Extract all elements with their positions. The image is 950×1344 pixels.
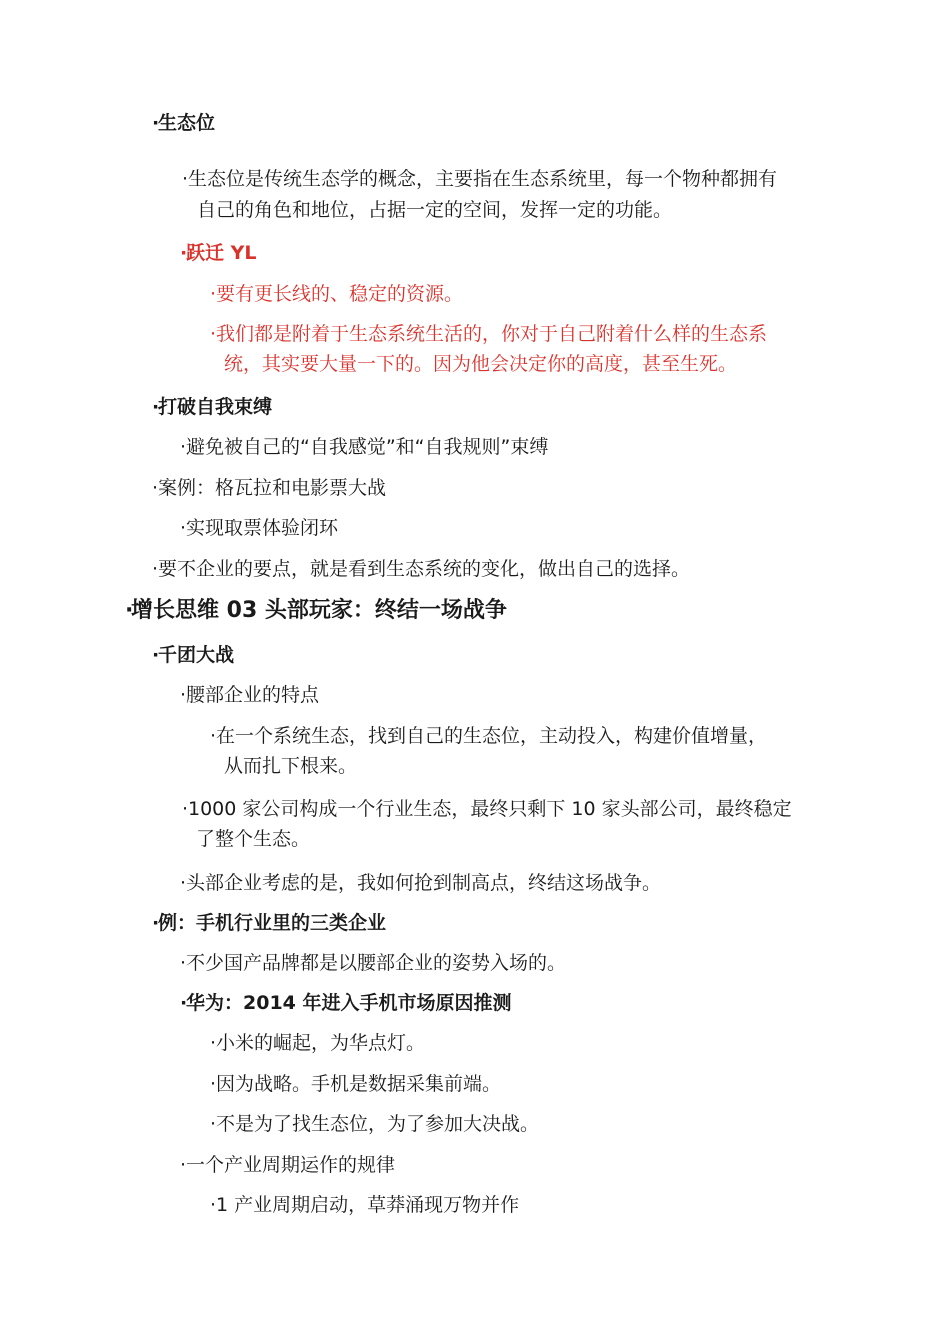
bullet: · (180, 872, 187, 894)
outline-item (180, 513, 338, 543)
item-text: 自己的角色和地位，占据一定的空间，发挥一定的功能。 (197, 199, 673, 221)
outline-item (180, 680, 319, 710)
bullet: · (152, 112, 160, 134)
outline-item-continuation (196, 824, 310, 854)
item-text: 例：手机行业里的三类企业 (158, 912, 387, 934)
outline-item (210, 319, 767, 349)
outline-item-continuation (224, 349, 737, 379)
item-text: 增长思维 03 头部玩家：终结一场战争 (131, 598, 507, 623)
bullet: · (210, 1113, 217, 1135)
outline-item-heading (152, 108, 215, 138)
bullet: · (180, 1154, 187, 1176)
outline-item (210, 1069, 501, 1099)
item-text: 实现取票体验闭环 (186, 517, 339, 539)
item-text: 1 产业周期启动，草莽涌现万物并作 (216, 1194, 520, 1216)
bullet: · (152, 396, 160, 418)
outline-item (210, 1109, 539, 1139)
item-text: 要不企业的要点，就是看到生态系统的变化，做出自己的选择。 (158, 558, 691, 580)
outline-item (210, 721, 767, 751)
outline-item (210, 279, 463, 309)
item-text: 打破自我束缚 (158, 396, 273, 418)
outline-item-heading (152, 640, 234, 670)
bullet: · (180, 992, 188, 1014)
item-text: 1000 家公司构成一个行业生态，最终只剩下 10 家头部公司，最终稳定 (188, 798, 792, 820)
outline-item (182, 794, 792, 824)
bullet: · (210, 323, 217, 345)
outline-item (152, 473, 386, 503)
bullet: · (182, 168, 189, 190)
item-text: 腰部企业的特点 (186, 684, 320, 706)
item-text: 千团大战 (158, 644, 235, 666)
item-text: 华为：2014 年进入手机市场原因推测 (186, 992, 512, 1014)
bullet: · (180, 684, 187, 706)
item-text: 在一个系统生态，找到自己的生态位，主动投入，构建价值增量， (216, 725, 768, 747)
outline-item-continuation (224, 751, 357, 781)
bullet: · (210, 1073, 217, 1095)
outline-item-heading (152, 392, 272, 422)
item-text: 了整个生态。 (196, 828, 311, 850)
outline-item (180, 868, 661, 898)
bullet: · (180, 952, 187, 974)
item-text: 不是为了找生态位，为了参加大决战。 (216, 1113, 540, 1135)
bullet: · (180, 517, 187, 539)
bullet: · (152, 477, 159, 499)
bullet: · (125, 598, 134, 623)
outline-item (180, 432, 548, 462)
item-text: 生态位是传统生态学的概念，主要指在生态系统里，每一个物种都拥有 (188, 168, 778, 190)
item-text: 避免被自己的“自我感觉”和“自我规则”束缚 (186, 436, 549, 458)
item-text: 小米的崛起，为华点灯。 (216, 1032, 426, 1054)
bullet: · (152, 912, 160, 934)
outline-section-title (125, 596, 507, 626)
item-text: 案例：格瓦拉和电影票大战 (158, 477, 387, 499)
bullet: · (210, 283, 217, 305)
outline-item (152, 554, 690, 584)
item-text: 从而扎下根来。 (224, 755, 358, 777)
bullet: · (180, 436, 187, 458)
item-text: 要有更长线的、稳定的资源。 (216, 283, 464, 305)
bullet: · (210, 1032, 217, 1054)
outline-item (210, 1190, 519, 1220)
bullet: · (152, 558, 159, 580)
outline-item (180, 948, 566, 978)
outline-item (180, 1150, 395, 1180)
outline-item-heading (180, 238, 256, 268)
bullet: · (210, 725, 217, 747)
outline-item-continuation (197, 195, 672, 225)
item-text: 不少国产品牌都是以腰部企业的姿势入场的。 (186, 952, 567, 974)
bullet: · (210, 1194, 217, 1216)
bullet: · (152, 644, 160, 666)
outline-item-heading (152, 908, 386, 938)
outline-item (182, 164, 777, 194)
item-text: 因为战略。手机是数据采集前端。 (216, 1073, 502, 1095)
item-text: 统，其实要大量一下的。因为他会决定你的高度，甚至生死。 (224, 353, 738, 375)
item-text: 头部企业考虑的是，我如何抢到制高点，终结这场战争。 (186, 872, 662, 894)
bullet: · (180, 242, 188, 264)
item-text: 我们都是附着于生态系统生活的，你对于自己附着什么样的生态系 (216, 323, 768, 345)
item-text: 跃迁 YL (186, 242, 257, 264)
outline-item (210, 1028, 425, 1058)
item-text: 生态位 (158, 112, 216, 134)
bullet: · (182, 798, 189, 820)
outline-item-heading (180, 988, 512, 1018)
item-text: 一个产业周期运作的规律 (186, 1154, 396, 1176)
